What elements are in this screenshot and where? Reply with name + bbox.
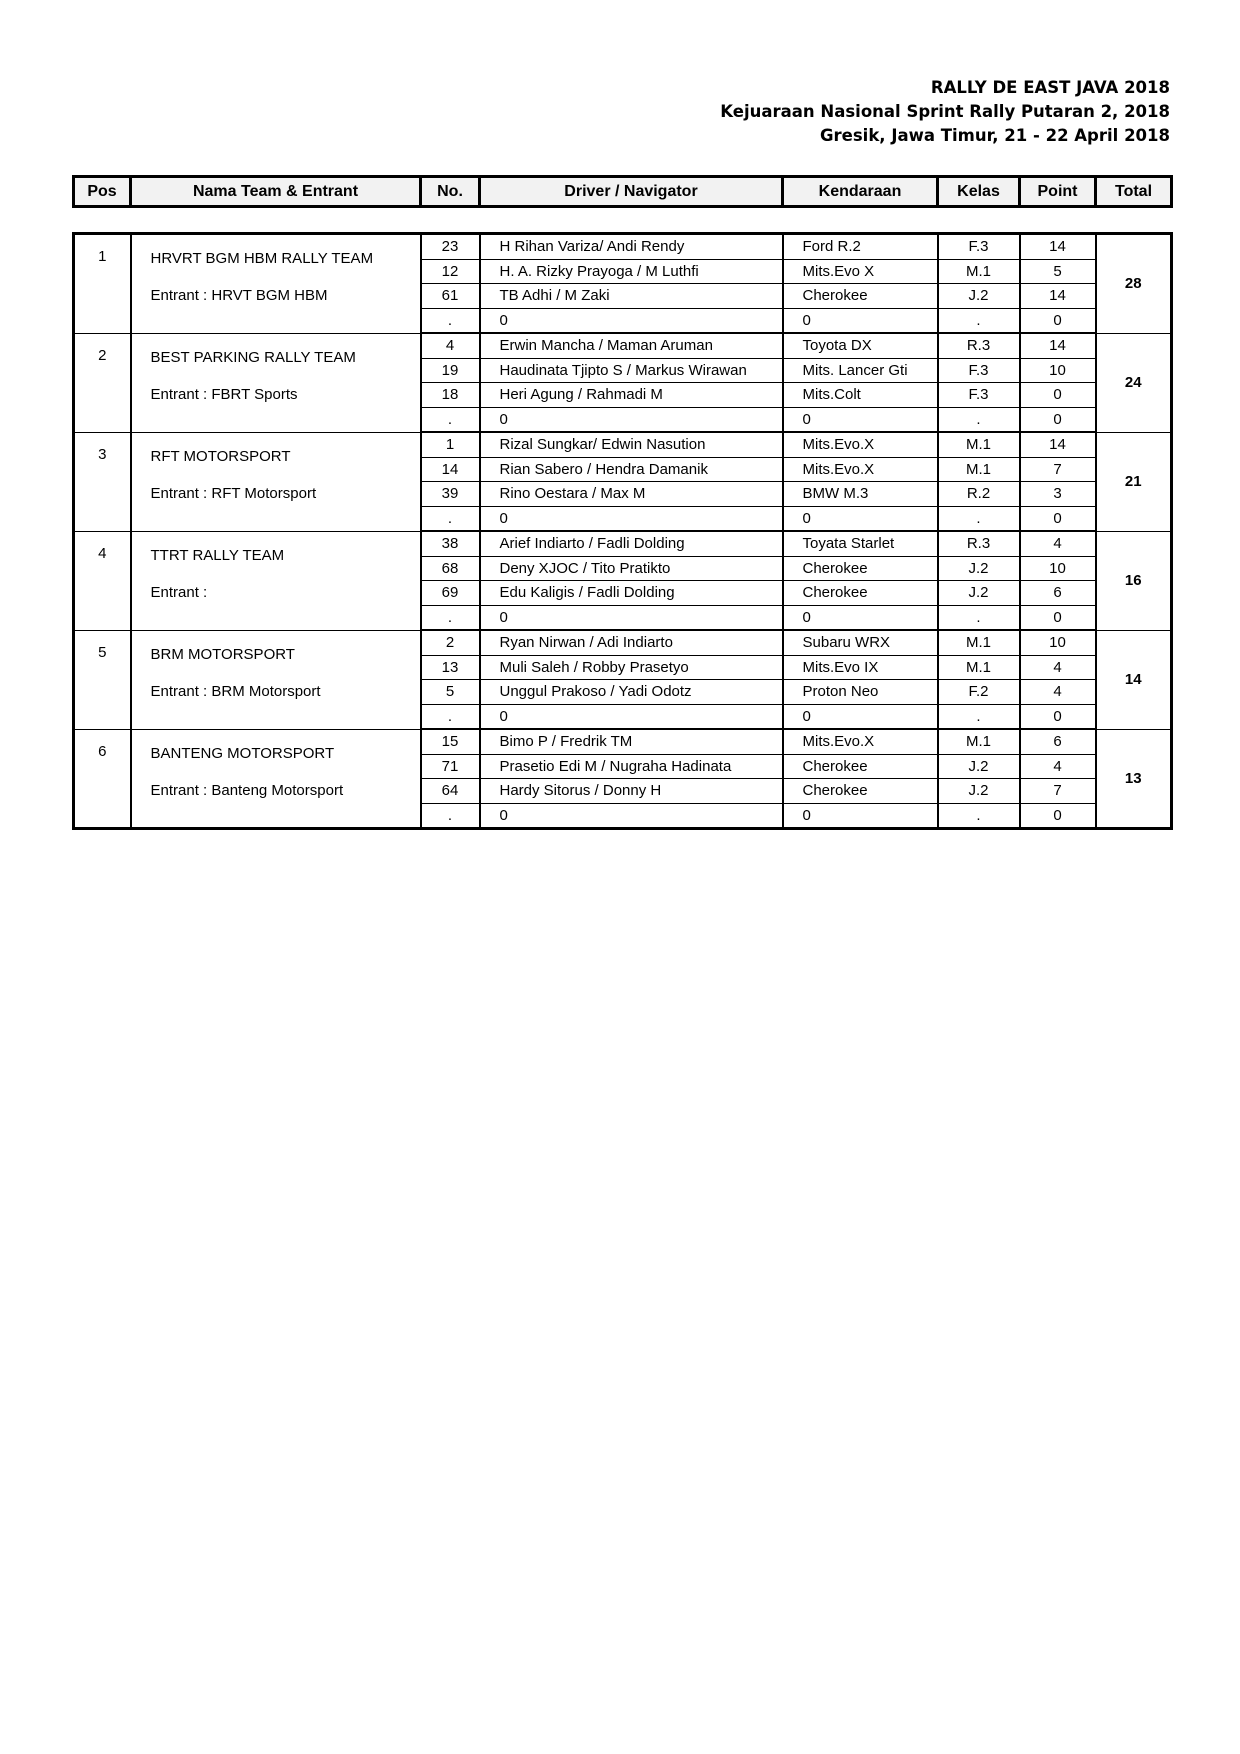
team-info — [131, 333, 421, 432]
point: 0 — [1020, 308, 1096, 333]
col-header-pos: Pos — [74, 177, 131, 207]
class: R.3 — [938, 531, 1020, 556]
driver-navigator: Erwin Mancha / Maman Aruman — [480, 333, 783, 358]
point: 7 — [1020, 779, 1096, 804]
team-entrant: Entrant : RFT Motorsport — [150, 484, 317, 502]
vehicle: BMW M.3 — [783, 482, 938, 507]
driver-navigator: Rizal Sungkar/ Edwin Nasution — [480, 432, 783, 457]
point: 0 — [1020, 383, 1096, 408]
class: F.3 — [938, 234, 1020, 260]
point: 0 — [1020, 506, 1096, 531]
event-title: RALLY DE EAST JAVA 2018 — [930, 78, 1170, 97]
vehicle: Toyota DX — [783, 333, 938, 358]
class: F.2 — [938, 680, 1020, 705]
driver-navigator: 0 — [480, 605, 783, 630]
team-name: TTRT RALLY TEAM — [150, 546, 285, 564]
vehicle: Cherokee — [783, 779, 938, 804]
vehicle: 0 — [783, 407, 938, 432]
car-number: . — [421, 407, 480, 432]
vehicle: 0 — [783, 803, 938, 829]
championship-subtitle: Kejuaraan Nasional Sprint Rally Putaran 2, 2018 — [720, 102, 1170, 121]
driver-navigator: 0 — [480, 407, 783, 432]
car-number: 69 — [421, 581, 480, 606]
car-number: 14 — [421, 457, 480, 482]
driver-navigator: Rian Sabero / Hendra Damanik — [480, 457, 783, 482]
car-number: 61 — [421, 284, 480, 309]
driver-navigator: Muli Saleh / Robby Prasetyo — [480, 655, 783, 680]
team-name: BANTENG MOTORSPORT — [150, 744, 335, 762]
col-header-vehicle: Kendaraan — [783, 177, 938, 207]
team-position: 6 — [74, 729, 131, 829]
point: 4 — [1020, 754, 1096, 779]
car-number: 12 — [421, 259, 480, 284]
car-number: 71 — [421, 754, 480, 779]
class: . — [938, 308, 1020, 333]
class: M.1 — [938, 259, 1020, 284]
car-number: 64 — [421, 779, 480, 804]
team-position: 2 — [74, 333, 131, 432]
vehicle: Cherokee — [783, 556, 938, 581]
point: 14 — [1020, 284, 1096, 309]
car-number: . — [421, 803, 480, 829]
car-number: 4 — [421, 333, 480, 358]
team-name: RFT MOTORSPORT — [150, 447, 291, 465]
class: R.3 — [938, 333, 1020, 358]
class: M.1 — [938, 432, 1020, 457]
class: J.2 — [938, 556, 1020, 581]
driver-navigator: Heri Agung / Rahmadi M — [480, 383, 783, 408]
team-entrant: Entrant : BRM Motorsport — [150, 682, 321, 700]
table-row — [74, 234, 1172, 260]
team-position: 5 — [74, 630, 131, 729]
point: 3 — [1020, 482, 1096, 507]
class: . — [938, 506, 1020, 531]
team-position: 3 — [74, 432, 131, 531]
point: 10 — [1020, 556, 1096, 581]
point: 14 — [1020, 234, 1096, 260]
class: J.2 — [938, 581, 1020, 606]
car-number: 13 — [421, 655, 480, 680]
team-entrant: Entrant : HRVT BGM HBM — [150, 287, 328, 304]
vehicle: 0 — [783, 605, 938, 630]
driver-navigator: 0 — [480, 506, 783, 531]
vehicle: Cherokee — [783, 754, 938, 779]
class: J.2 — [938, 779, 1020, 804]
results-table — [72, 232, 1173, 830]
driver-navigator: 0 — [480, 308, 783, 333]
driver-navigator: Rino Oestara / Max M — [480, 482, 783, 507]
car-number: 5 — [421, 680, 480, 705]
class: . — [938, 704, 1020, 729]
team-total: 14 — [1096, 630, 1172, 729]
table-row — [74, 531, 1172, 556]
car-number: 1 — [421, 432, 480, 457]
point: 6 — [1020, 581, 1096, 606]
class: M.1 — [938, 729, 1020, 754]
class: . — [938, 605, 1020, 630]
driver-navigator: H Rihan Variza/ Andi Rendy — [480, 234, 783, 260]
car-number: . — [421, 506, 480, 531]
team-name: BEST PARKING RALLY TEAM — [150, 348, 356, 366]
team-name: HRVRT BGM HBM RALLY TEAM — [150, 250, 374, 267]
class: F.3 — [938, 358, 1020, 383]
car-number: 38 — [421, 531, 480, 556]
team-info — [131, 630, 421, 729]
class: . — [938, 803, 1020, 829]
team-info — [131, 531, 421, 630]
car-number: . — [421, 704, 480, 729]
car-number: 68 — [421, 556, 480, 581]
vehicle: Cherokee — [783, 284, 938, 309]
driver-navigator: 0 — [480, 704, 783, 729]
point: 5 — [1020, 259, 1096, 284]
col-header-class: Kelas — [938, 177, 1020, 207]
car-number: 23 — [421, 234, 480, 260]
vehicle: Proton Neo — [783, 680, 938, 705]
table-row — [74, 630, 1172, 655]
team-entrant: Entrant : — [150, 583, 208, 601]
vehicle: Subaru WRX — [783, 630, 938, 655]
vehicle: Mits.Evo IX — [783, 655, 938, 680]
point: 0 — [1020, 605, 1096, 630]
point: 0 — [1020, 803, 1096, 829]
col-header-no: No. — [421, 177, 480, 207]
class: M.1 — [938, 457, 1020, 482]
col-header-team: Nama Team & Entrant — [131, 177, 421, 207]
vehicle: Mits.Evo.X — [783, 457, 938, 482]
point: 4 — [1020, 531, 1096, 556]
driver-navigator: Bimo P / Fredrik TM — [480, 729, 783, 754]
point: 4 — [1020, 680, 1096, 705]
vehicle: Ford R.2 — [783, 234, 938, 260]
team-info — [131, 729, 421, 829]
team-position: 4 — [74, 531, 131, 630]
class: F.3 — [938, 383, 1020, 408]
vehicle: Mits.Evo X — [783, 259, 938, 284]
team-total: 16 — [1096, 531, 1172, 630]
table-row — [74, 333, 1172, 358]
driver-navigator: TB Adhi / M Zaki — [480, 284, 783, 309]
team-info — [131, 432, 421, 531]
vehicle: 0 — [783, 308, 938, 333]
driver-navigator: Arief Indiarto / Fadli Dolding — [480, 531, 783, 556]
class: J.2 — [938, 754, 1020, 779]
point: 0 — [1020, 407, 1096, 432]
col-header-point: Point — [1020, 177, 1096, 207]
driver-navigator: Prasetio Edi M / Nugraha Hadinata — [480, 754, 783, 779]
team-name: BRM MOTORSPORT — [150, 645, 295, 663]
col-header-driver: Driver / Navigator — [480, 177, 783, 207]
class: . — [938, 407, 1020, 432]
point: 10 — [1020, 630, 1096, 655]
vehicle: Mits.Evo.X — [783, 432, 938, 457]
venue-date: Gresik, Jawa Timur, 21 - 22 April 2018 — [819, 126, 1170, 145]
car-number: 18 — [421, 383, 480, 408]
class: J.2 — [938, 284, 1020, 309]
team-position: 1 — [74, 234, 131, 334]
table-row — [74, 432, 1172, 457]
driver-navigator: Haudinata Tjipto S / Markus Wirawan — [480, 358, 783, 383]
car-number: 15 — [421, 729, 480, 754]
driver-navigator: Ryan Nirwan / Adi Indiarto — [480, 630, 783, 655]
driver-navigator: Deny XJOC / Tito Pratikto — [480, 556, 783, 581]
car-number: 19 — [421, 358, 480, 383]
vehicle: 0 — [783, 704, 938, 729]
table-row — [74, 729, 1172, 754]
vehicle: 0 — [783, 506, 938, 531]
team-entrant: Entrant : Banteng Motorsport — [150, 781, 344, 799]
driver-navigator: Hardy Sitorus / Donny H — [480, 779, 783, 804]
point: 10 — [1020, 358, 1096, 383]
point: 14 — [1020, 333, 1096, 358]
document-title — [720, 76, 1170, 148]
class: R.2 — [938, 482, 1020, 507]
point: 6 — [1020, 729, 1096, 754]
team-info — [131, 234, 421, 334]
col-header-total: Total — [1096, 177, 1172, 207]
class: M.1 — [938, 630, 1020, 655]
team-total: 21 — [1096, 432, 1172, 531]
point: 4 — [1020, 655, 1096, 680]
vehicle: Mits.Evo.X — [783, 729, 938, 754]
vehicle: Mits. Lancer Gti — [783, 358, 938, 383]
car-number: . — [421, 308, 480, 333]
class: M.1 — [938, 655, 1020, 680]
team-total: 13 — [1096, 729, 1172, 829]
driver-navigator: Edu Kaligis / Fadli Dolding — [480, 581, 783, 606]
vehicle: Cherokee — [783, 581, 938, 606]
team-total: 24 — [1096, 333, 1172, 432]
point: 14 — [1020, 432, 1096, 457]
driver-navigator: Unggul Prakoso / Yadi Odotz — [480, 680, 783, 705]
driver-navigator: H. A. Rizky Prayoga / M Luthfi — [480, 259, 783, 284]
vehicle: Mits.Colt — [783, 383, 938, 408]
team-entrant: Entrant : FBRT Sports — [150, 385, 298, 403]
driver-navigator: 0 — [480, 803, 783, 829]
vehicle: Toyata Starlet — [783, 531, 938, 556]
team-total: 28 — [1096, 234, 1172, 334]
point: 0 — [1020, 704, 1096, 729]
car-number: . — [421, 605, 480, 630]
results-header — [72, 175, 1173, 208]
car-number: 39 — [421, 482, 480, 507]
car-number: 2 — [421, 630, 480, 655]
point: 7 — [1020, 457, 1096, 482]
